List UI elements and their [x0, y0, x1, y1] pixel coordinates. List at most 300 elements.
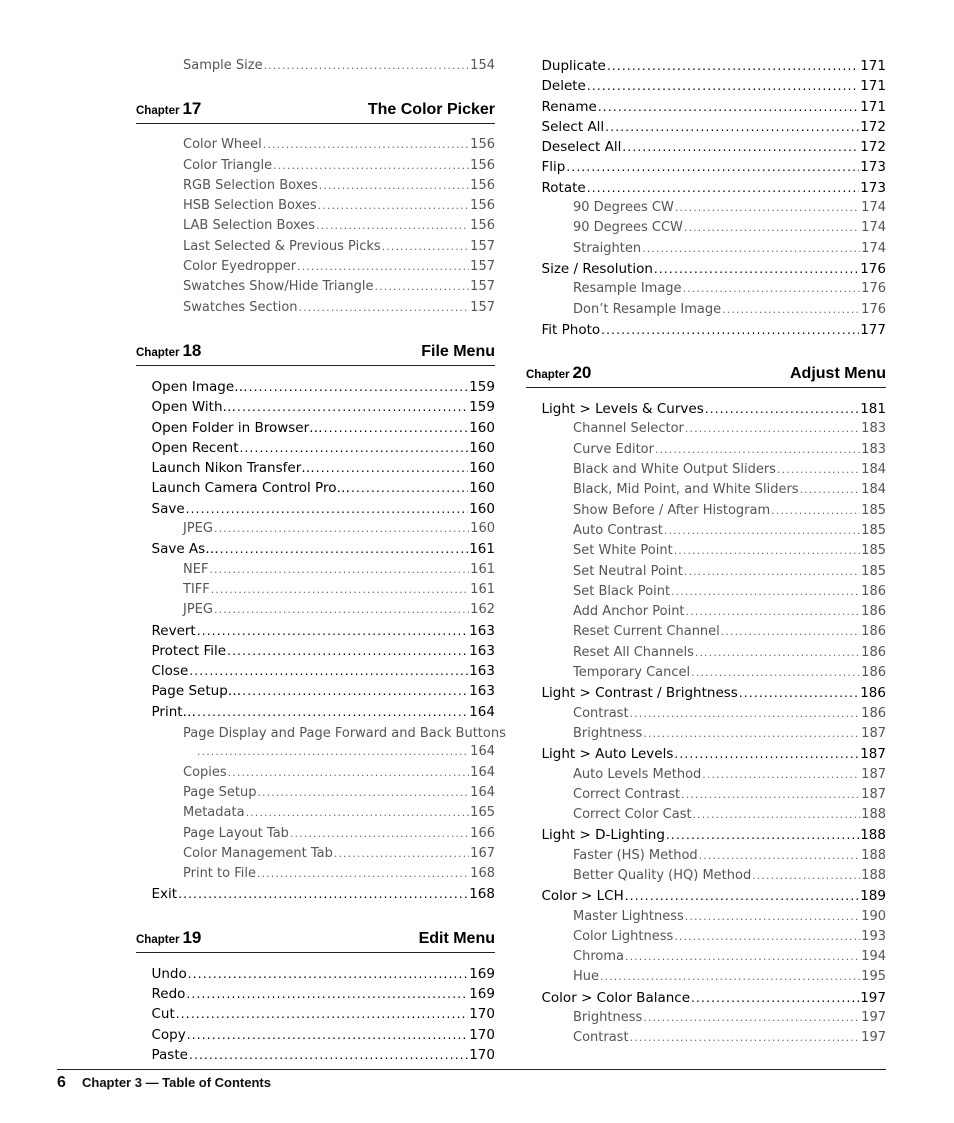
toc-entry[interactable] [526, 302, 886, 322]
dot-leader [686, 605, 861, 618]
chapter-number: 17 [182, 99, 202, 119]
dot-leader [771, 504, 860, 517]
toc-page-number: 189 [860, 888, 886, 905]
toc-page-number: 187 [860, 746, 886, 763]
toc-entry[interactable] [136, 460, 495, 480]
toc-entry[interactable] [136, 866, 495, 886]
toc-entry[interactable] [136, 521, 495, 541]
toc-entry[interactable] [526, 99, 886, 119]
chapter-spacer [136, 78, 495, 90]
dot-leader [674, 544, 860, 557]
toc-page-number: 188 [861, 847, 886, 863]
toc-page-number: 186 [861, 705, 886, 721]
toc-entry-title: JPEG [183, 521, 213, 537]
dot-leader [752, 869, 860, 882]
toc-entry-title: HSB Selection Boxes [183, 198, 317, 214]
dot-leader [622, 140, 859, 154]
toc-entry-title: Protect File [151, 642, 227, 659]
toc-entry[interactable] [136, 300, 495, 320]
toc-page-number: 181 [860, 401, 886, 418]
toc-entry[interactable] [526, 949, 886, 969]
toc-entry[interactable] [526, 462, 886, 482]
dot-leader [197, 624, 469, 638]
toc-page-number: 164 [470, 744, 495, 760]
chapter-label-text: Chapter [136, 346, 180, 359]
toc-entry[interactable] [136, 58, 495, 78]
toc-entry-title: Flip [541, 159, 566, 176]
toc-entry-title: Add Anchor Point [573, 604, 685, 620]
toc-entry[interactable] [136, 826, 495, 846]
toc-entry[interactable] [136, 966, 495, 986]
toc-entry[interactable] [136, 541, 495, 561]
toc-entry[interactable] [136, 886, 495, 906]
toc-entry-title: Paste [151, 1046, 188, 1063]
toc-page-number: 165 [470, 805, 495, 821]
toc-page-number: 154 [470, 58, 495, 73]
toc-entry[interactable] [526, 624, 886, 644]
toc-entry-title: Show Before / After Histogram [573, 502, 771, 518]
toc-entry-title: Open Image… [151, 378, 248, 395]
toc-entry[interactable] [526, 767, 886, 787]
toc-entry[interactable] [136, 1047, 495, 1067]
toc-page-number: 160 [469, 439, 495, 456]
toc-entry-title: Color Eyedropper [183, 259, 297, 275]
dot-leader [240, 441, 469, 455]
toc-entry[interactable] [136, 480, 495, 500]
toc-entry-title: Temporary Cancel [573, 665, 691, 681]
toc-page-number: 171 [860, 78, 886, 95]
toc-entry[interactable] [526, 888, 886, 908]
chapter-heading [136, 335, 495, 366]
toc-right-column [526, 58, 886, 1051]
dot-leader [681, 788, 860, 801]
toc-entry[interactable] [136, 602, 495, 622]
chapter-label-text: Chapter [136, 933, 180, 946]
toc-entry-title: Chroma [573, 949, 624, 965]
dot-leader [246, 806, 470, 819]
toc-entry[interactable] [526, 139, 886, 159]
toc-entry[interactable] [526, 848, 886, 868]
toc-page-number: 183 [861, 441, 886, 457]
toc-page-number: 164 [469, 703, 495, 720]
toc-entry-title: Print… [151, 703, 197, 720]
toc-entry[interactable] [526, 1010, 886, 1030]
toc-page-number: 190 [861, 908, 886, 924]
dot-leader [186, 987, 468, 1001]
toc-page-number: 160 [469, 460, 495, 477]
dot-leader [299, 301, 470, 314]
dot-leader [318, 199, 470, 212]
toc-entry[interactable] [526, 665, 886, 685]
toc-entry-title: Curve Editor [573, 441, 654, 457]
toc-entry-title: Save [151, 500, 185, 517]
dot-leader [654, 262, 859, 276]
toc-entry-title: Delete [541, 78, 586, 95]
toc-page-number: 169 [469, 985, 495, 1002]
toc-entry-title: Color Triangle [183, 157, 273, 173]
toc-page-number: 167 [470, 845, 495, 861]
chapter-spacer [136, 907, 495, 919]
toc-page-number: 194 [861, 949, 886, 965]
dot-leader [587, 79, 859, 93]
toc-entry[interactable] [526, 543, 886, 563]
toc-page-number: 174 [861, 200, 886, 216]
chapter-title: The Color Picker [367, 101, 495, 119]
dot-leader [683, 282, 861, 295]
toc-entry[interactable] [136, 259, 495, 279]
dot-leader [777, 463, 860, 476]
toc-page-number: 173 [860, 159, 886, 176]
chapter-title: File Menu [421, 342, 495, 360]
toc-entry[interactable] [136, 986, 495, 1006]
chapter-spacer [136, 320, 495, 332]
toc-page-number: 156 [470, 198, 495, 214]
dot-leader [643, 1011, 860, 1024]
toc-entry[interactable] [136, 663, 495, 683]
toc-page-number: 174 [861, 240, 886, 256]
toc-entry[interactable] [526, 604, 886, 624]
toc-entry[interactable] [136, 805, 495, 825]
dot-leader [674, 747, 859, 761]
toc-entry-title: Size / Resolution [541, 260, 653, 277]
dot-leader [228, 766, 470, 779]
toc-page-number: 156 [470, 218, 495, 234]
toc-entry[interactable] [136, 198, 495, 218]
dot-leader [214, 603, 469, 616]
toc-entry[interactable] [136, 279, 495, 299]
dot-leader [705, 402, 859, 416]
dot-leader [211, 583, 469, 596]
toc-page-number: 184 [861, 462, 886, 478]
toc-entry[interactable] [136, 178, 495, 198]
dot-leader [699, 849, 861, 862]
toc-entry-title: Cut [151, 1006, 175, 1023]
toc-entry[interactable] [136, 582, 495, 602]
toc-entry[interactable] [526, 482, 886, 502]
dot-leader [375, 280, 470, 293]
dot-leader [382, 240, 470, 253]
toc-page-number: 157 [470, 259, 495, 275]
dot-leader [187, 1028, 468, 1042]
toc-entry-title: Resample Image [573, 281, 682, 297]
chapter-label [136, 99, 201, 119]
toc-entry[interactable] [136, 218, 495, 238]
dot-leader [664, 524, 860, 537]
toc-entry-title: Light > Auto Levels [541, 746, 674, 763]
dot-leader [316, 461, 468, 475]
toc-entry[interactable] [526, 401, 886, 421]
toc-entry-title: Faster (HS) Method [573, 847, 698, 863]
dot-leader [178, 887, 468, 901]
toc-page-number: 170 [469, 1006, 495, 1023]
toc-page-number: 172 [860, 118, 886, 135]
toc-page-number: 157 [470, 238, 495, 254]
toc-entry[interactable] [526, 645, 886, 665]
toc-entry-title: TIFF [183, 581, 210, 597]
toc-entry-title: Page Layout Tab [183, 825, 289, 841]
toc-page-number: 156 [470, 177, 495, 193]
toc-entry[interactable] [526, 868, 886, 888]
toc-page-number: 160 [470, 521, 495, 537]
toc-entry[interactable] [136, 1006, 495, 1026]
toc-entry-title: Fit Photo [541, 321, 601, 338]
dot-leader [257, 786, 469, 799]
toc-entry-title: Don’t Resample Image [573, 301, 722, 317]
dot-leader [695, 646, 860, 659]
dot-leader [227, 644, 468, 658]
chapter-label [526, 363, 591, 383]
dot-leader [625, 950, 860, 963]
toc-entry[interactable] [526, 1030, 886, 1050]
dot-leader [257, 867, 469, 880]
toc-entry-title: Set Neutral Point [573, 563, 683, 579]
toc-entry-title: Close [151, 663, 189, 680]
dot-leader [800, 483, 861, 496]
toc-entry[interactable] [136, 379, 495, 399]
toc-entry-title: Rename [541, 98, 597, 115]
toc-page-number: 160 [469, 480, 495, 497]
toc-entry[interactable] [526, 787, 886, 807]
toc-entry[interactable] [136, 785, 495, 805]
toc-entry-title: JPEG [183, 602, 213, 618]
toc-entry[interactable] [526, 503, 886, 523]
toc-entry[interactable] [526, 322, 886, 342]
toc-entry-wrapped-title[interactable]: Page Display and Page Forward and Back Buttons [183, 726, 506, 742]
dot-leader [189, 664, 468, 678]
toc-entry-title: 90 Degrees CCW [573, 220, 683, 236]
toc-page-number: 171 [860, 98, 886, 115]
toc-page-number: 195 [861, 969, 886, 985]
toc-entry[interactable] [526, 58, 886, 78]
toc-entry-title: Light > Contrast / Brightness [541, 685, 738, 702]
toc-entry[interactable] [526, 685, 886, 705]
toc-page-number: 185 [861, 563, 886, 579]
toc-page-number: 159 [469, 378, 495, 395]
dot-leader [334, 847, 469, 860]
toc-entry[interactable] [136, 1027, 495, 1047]
toc-entry[interactable] [136, 137, 495, 157]
chapter-spacer [526, 342, 886, 354]
toc-entry[interactable] [526, 726, 886, 746]
dot-leader [209, 563, 469, 576]
toc-page-number: 186 [861, 665, 886, 681]
dot-leader [693, 808, 861, 821]
toc-entry-title: Light > Levels & Curves [541, 401, 704, 418]
toc-entry[interactable] [526, 442, 886, 462]
toc-page-number: 177 [860, 321, 886, 338]
toc-entry[interactable] [526, 990, 886, 1010]
toc-entry[interactable] [136, 501, 495, 521]
dot-leader [684, 221, 860, 234]
toc-entry[interactable] [526, 119, 886, 139]
toc-entry[interactable] [526, 564, 886, 584]
dot-leader [319, 179, 469, 192]
toc-entry-title: Page Setup… [151, 683, 242, 700]
footer-title: Chapter 3 — Table of Contents [82, 1075, 271, 1090]
toc-entry-title: Last Selected & Previous Picks [183, 238, 381, 254]
toc-page-number: 170 [469, 1046, 495, 1063]
toc-page-number: 183 [861, 421, 886, 437]
toc-entry-continuation[interactable] [136, 744, 495, 764]
toc-page-number: 184 [861, 482, 886, 498]
toc-entry[interactable] [526, 969, 886, 989]
dot-leader [630, 707, 861, 720]
toc-entry-title: Set Black Point [573, 583, 671, 599]
toc-entry[interactable] [136, 239, 495, 259]
dot-leader [197, 705, 468, 719]
dot-leader [691, 991, 859, 1005]
dot-leader [642, 242, 860, 255]
chapter-number: 20 [572, 363, 592, 383]
toc-entry[interactable] [526, 929, 886, 949]
toc-entry[interactable] [526, 159, 886, 179]
toc-entry-title: Color Wheel [183, 137, 262, 153]
dot-leader [214, 522, 469, 535]
dot-leader [351, 481, 468, 495]
toc-entry-title: Launch Camera Control Pro… [151, 480, 350, 497]
dot-leader [721, 625, 860, 638]
toc-entry[interactable] [526, 584, 886, 604]
toc-entry-title: Color > LCH [541, 888, 624, 905]
toc-entry[interactable] [136, 683, 495, 703]
toc-page-number: 185 [861, 543, 886, 559]
dot-leader [237, 400, 468, 414]
dot-leader [643, 727, 860, 740]
toc-entry-title: Correct Color Cast [573, 807, 692, 823]
toc-page-number: 188 [860, 827, 886, 844]
toc-entry[interactable] [526, 909, 886, 929]
toc-entry[interactable] [526, 241, 886, 261]
chapter-title: Adjust Menu [790, 365, 886, 383]
dot-leader [220, 542, 469, 556]
toc-page-number: 187 [861, 786, 886, 802]
toc-entry[interactable] [526, 807, 886, 827]
toc-entry-title: Auto Contrast [573, 522, 663, 538]
toc-entry[interactable] [526, 827, 886, 847]
toc-entry[interactable] [526, 523, 886, 543]
toc-entry-title: Set White Point [573, 543, 673, 559]
toc-page-number: 157 [470, 279, 495, 295]
toc-entry[interactable] [136, 420, 495, 440]
toc-entry-title: Contrast [573, 705, 629, 721]
toc-entry[interactable] [526, 78, 886, 98]
chapter-label [136, 928, 201, 948]
dot-leader [188, 967, 468, 981]
toc-page-number: 197 [860, 989, 886, 1006]
toc-entry-title: LAB Selection Boxes [183, 218, 316, 234]
dot-leader [630, 1031, 861, 1044]
toc-entry-title: Select All [541, 118, 605, 135]
chapter-number: 18 [182, 340, 202, 360]
toc-entry-title: Color Lightness [573, 928, 674, 944]
toc-entry-title: Black, Mid Point, and White Sliders [573, 482, 799, 498]
footer-page-number: 6 [57, 1074, 66, 1091]
page-footer [57, 1069, 886, 1092]
dot-leader [249, 380, 469, 394]
dot-leader [176, 1007, 468, 1021]
toc-page-number: 164 [470, 784, 495, 800]
toc-page-number: 174 [861, 220, 886, 236]
toc-page-number: 170 [469, 1026, 495, 1043]
toc-page-number: 161 [470, 561, 495, 577]
toc-entry-title: Color Management Tab [183, 845, 333, 861]
dot-leader [666, 828, 859, 842]
dot-leader [691, 666, 860, 679]
dot-leader [739, 686, 859, 700]
dot-leader [607, 59, 859, 73]
toc-entry-title: Reset Current Channel [573, 624, 720, 640]
toc-entry[interactable] [526, 180, 886, 200]
toc-entry[interactable] [526, 421, 886, 441]
dot-leader [189, 1048, 468, 1062]
toc-entry[interactable] [526, 200, 886, 220]
toc-entry[interactable] [136, 158, 495, 178]
dot-leader [290, 827, 469, 840]
toc-entry-title: Metadata [183, 805, 245, 821]
toc-entry[interactable] [526, 281, 886, 301]
toc-entry[interactable] [136, 704, 495, 724]
toc-entry-title: Redo [151, 985, 186, 1002]
toc-page-number: 185 [861, 502, 886, 518]
toc-entry-title: Hue [573, 969, 600, 985]
toc-page-number: 186 [861, 624, 886, 640]
dot-leader [324, 421, 469, 435]
toc-entry-title: Better Quality (HQ) Method [573, 867, 752, 883]
toc-entry-title: Copies [183, 764, 227, 780]
toc-page-number: 171 [860, 58, 886, 74]
dot-leader [600, 970, 860, 983]
toc-page-number: 159 [469, 399, 495, 416]
toc-entry[interactable] [136, 643, 495, 663]
toc-entry-title: Launch Nikon Transfer… [151, 460, 315, 477]
toc-entry[interactable] [136, 623, 495, 643]
dot-leader [587, 181, 860, 195]
toc-page-number: 176 [860, 260, 886, 277]
toc-page-number: 169 [469, 965, 495, 982]
chapter-heading [136, 93, 495, 124]
dot-leader [197, 745, 469, 758]
dot-leader [685, 910, 860, 923]
toc-entry[interactable] [526, 746, 886, 766]
toc-entry[interactable] [526, 261, 886, 281]
toc-entry-title: Open With… [151, 399, 237, 416]
toc-page-number: 157 [470, 299, 495, 315]
dot-leader [605, 120, 859, 134]
toc-page-number: 188 [861, 807, 886, 823]
toc-page-number: 173 [860, 179, 886, 196]
chapter-heading [526, 357, 886, 388]
chapter-number: 19 [182, 927, 202, 947]
toc-page-number: 162 [470, 602, 495, 618]
toc-entry[interactable] [136, 846, 495, 866]
toc-entry-title: Contrast [573, 1030, 629, 1046]
toc-entry-title: Light > D-Lighting [541, 827, 665, 844]
dot-leader [722, 303, 860, 316]
toc-entry[interactable] [136, 562, 495, 582]
toc-page-number: 188 [861, 867, 886, 883]
toc-page-number: 186 [861, 583, 886, 599]
dot-leader [297, 260, 469, 273]
toc-entry-title: Page Setup [183, 784, 257, 800]
toc-entry[interactable] [526, 220, 886, 240]
toc-entry-title: Correct Contrast [573, 786, 681, 802]
toc-entry[interactable] [136, 765, 495, 785]
toc-page-number: 193 [861, 928, 886, 944]
dot-leader [242, 684, 468, 698]
toc-entry[interactable] [526, 706, 886, 726]
toc-entry[interactable] [136, 440, 495, 460]
toc-entry[interactable] [136, 399, 495, 419]
